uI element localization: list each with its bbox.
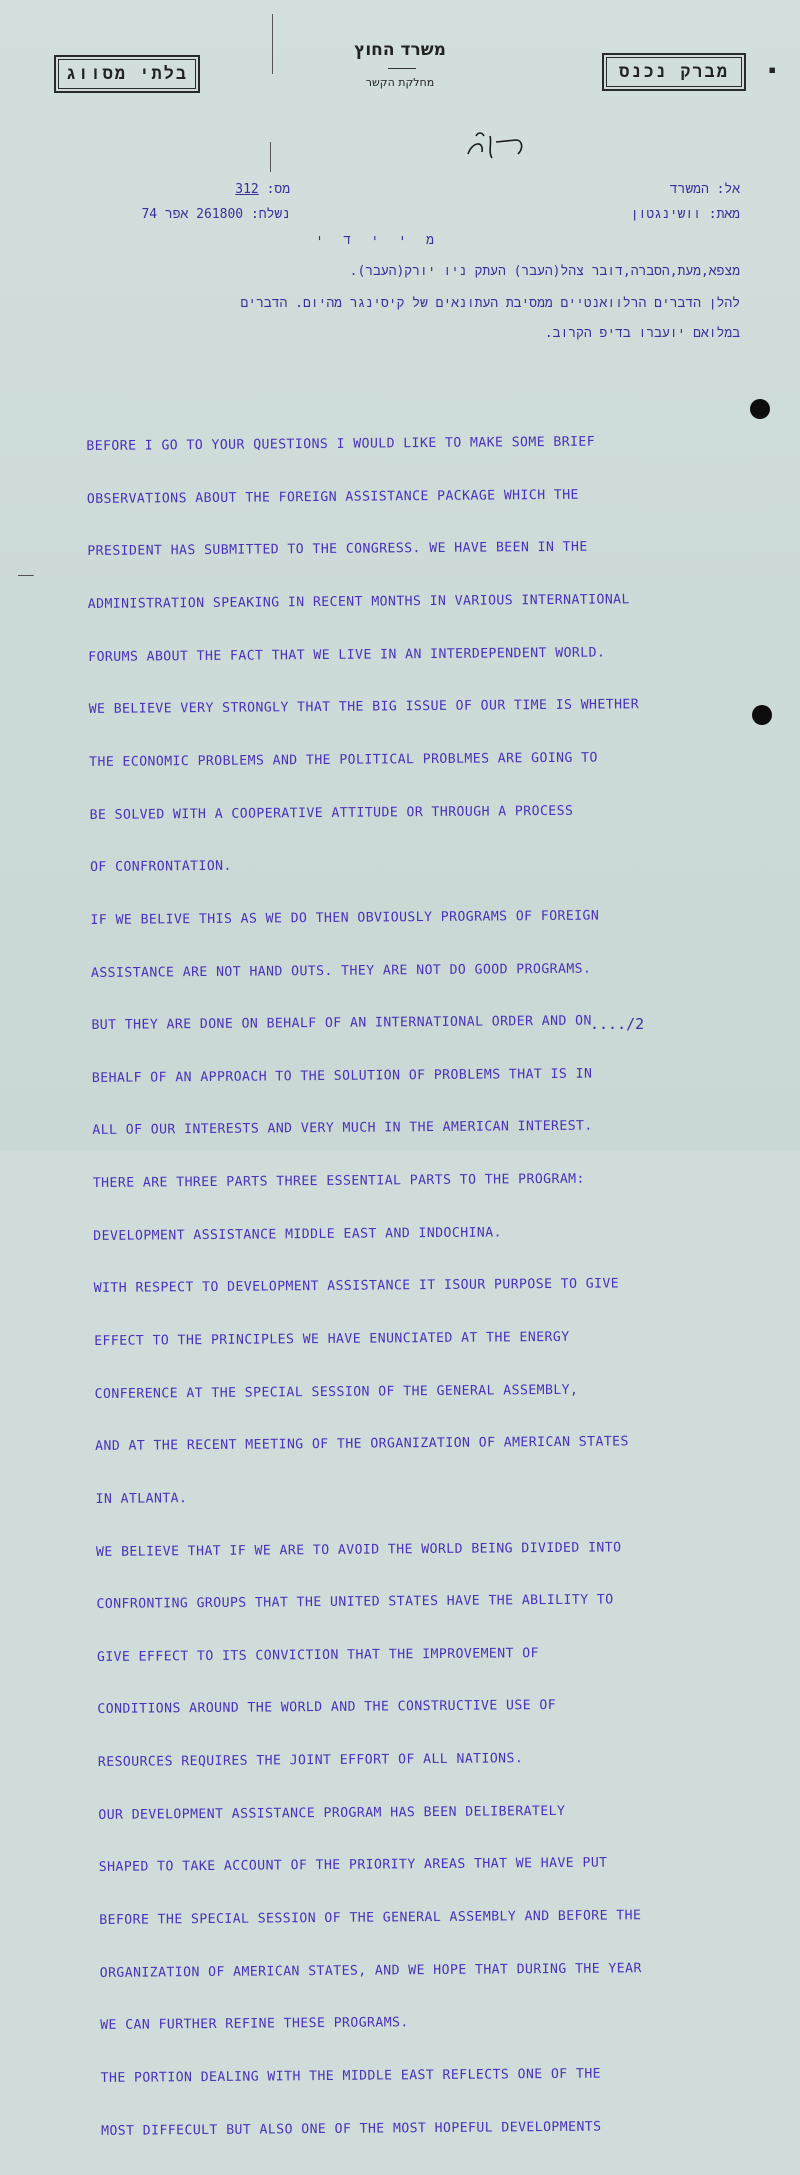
classification-box: בלתי מסווג bbox=[54, 55, 200, 93]
sender-line: מאת: וושינגטון bbox=[630, 207, 740, 222]
body-line: MOST DIFFECULT BUT ALSO ONE OF THE MOST HOPEFUL DEVELOPMENTS bbox=[101, 2119, 602, 2139]
body-line: WITH RESPECT TO DEVELOPMENT ASSISTANCE IT ISOUR PURPOSE TO GIVE bbox=[93, 1276, 620, 1297]
message-number bbox=[180, 182, 290, 197]
body-line: OUR DEVELOPMENT ASSISTANCE PROGRAM HAS BEEN DELIBERATELY bbox=[98, 1803, 566, 1823]
body-line: IN ATLANTA. bbox=[95, 1491, 188, 1507]
body-line: THE PORTION DEALING WITH THE MIDDLE EAST REFLECTS ONE OF THE bbox=[100, 2066, 602, 2086]
body-line: IF WE BELIVE THIS AS WE DO THEN OBVIOUSLY PROGRAMS OF FOREIGN bbox=[90, 908, 600, 928]
body-line: EFFECT TO THE PRINCIPLES WE HAVE ENUNCIATED AT THE ENERGY bbox=[94, 1329, 570, 1349]
fold-line-top bbox=[272, 14, 273, 74]
body-line: OF CONFRONTATION. bbox=[89, 858, 232, 876]
intro-line: להלן הדברים הרלוואנטיים ממסיבת העתונאים של קיסינגר מהיום. הדברים bbox=[240, 296, 740, 311]
body-line: CONDITIONS AROUND THE WORLD AND THE CONSTRUCTIVE USE OF bbox=[97, 1698, 557, 1718]
body-line: ORGANIZATION OF AMERICAN STATES, AND WE HOPE THAT DURING THE YEAR bbox=[99, 1960, 642, 1981]
body-line: WE BELIEVE VERY STRONGLY THAT THE BIG ISSUE OF OUR TIME IS WHETHER bbox=[88, 697, 640, 718]
body-line: ALL OF OUR INTERESTS AND VERY MUCH IN THE AMERICAN INTEREST. bbox=[92, 1119, 593, 1139]
body-line: BEHALF OF AN APPROACH TO THE SOLUTION OF PROBLEMS THAT IS IN bbox=[91, 1066, 593, 1086]
body-line: SHAPED TO TAKE ACCOUNT OF THE PRIORITY AREAS THAT WE HAVE PUT bbox=[98, 1855, 608, 1876]
ministry-title: משרד החוץ bbox=[354, 40, 446, 60]
fold-line-mid bbox=[270, 142, 271, 172]
body-line: BE SOLVED WITH A COOPERATIVE ATTITUDE OR THROUGH A PROCESS bbox=[89, 803, 574, 823]
telegram-body bbox=[86, 397, 781, 2175]
message-number-label: מס: bbox=[266, 182, 290, 197]
body-line: THE ECONOMIC PROBLEMS AND THE POLITICAL PROBLMES ARE GOING TO bbox=[89, 750, 598, 770]
page-continuation: ..../2 bbox=[590, 1015, 645, 1033]
body-line: GIVE EFFECT TO ITS CONVICTION THAT THE IMPROVEMENT OF bbox=[96, 1645, 539, 1665]
body-line: WE BELIEVE THAT IF WE ARE TO AVOID THE WORLD BEING DIVIDED INTO bbox=[95, 1539, 622, 1560]
body-line: ASSISTANCE ARE NOT HAND OUTS. THEY ARE NOT DO GOOD PROGRAMS. bbox=[90, 961, 592, 981]
sent-timestamp: נשלח: 261800 אפר 74 bbox=[141, 207, 290, 222]
body-line: THERE ARE THREE PARTS THREE ESSENTIAL PARTS TO THE PROGRAM: bbox=[92, 1171, 585, 1192]
handwritten-initials bbox=[462, 128, 532, 164]
margin-dot-mark: ▪ bbox=[768, 62, 777, 78]
message-type-box: מברק נכנס bbox=[602, 53, 746, 91]
body-line: OBSERVATIONS ABOUT THE FOREIGN ASSISTANCE PACKAGE WHICH THE bbox=[86, 487, 579, 507]
body-line: FORUMS ABOUT THE FACT THAT WE LIVE IN AN INTERDEPENDENT WORLD. bbox=[88, 645, 606, 665]
body-line: RESOURCES REQUIRES THE JOINT EFFORT OF ALL NATIONS. bbox=[97, 1751, 524, 1771]
body-line: BUT THEY ARE DONE ON BEHALF OF AN INTERNATIONAL ORDER AND ON bbox=[91, 1013, 592, 1034]
priority-marking: מ י י ד י bbox=[315, 233, 440, 248]
header-divider bbox=[388, 68, 416, 69]
body-line: CONFERENCE AT THE SPECIAL SESSION OF THE GENERAL ASSEMBLY, bbox=[94, 1382, 579, 1402]
body-line: CONFRONTING GROUPS THAT THE UNITED STATES HAVE THE ABLILITY TO bbox=[96, 1592, 614, 1613]
body-line: AND AT THE RECENT MEETING OF THE ORGANIZATION OF AMERICAN STATES bbox=[95, 1434, 629, 1455]
message-number-value: 312 bbox=[235, 182, 259, 197]
body-line: DEVELOPMENT ASSISTANCE MIDDLE EAST AND INDOCHINA. bbox=[93, 1225, 502, 1244]
intro-line: במלואם יועברו בדיפ הקרוב. bbox=[544, 326, 740, 341]
body-line: PRESIDENT HAS SUBMITTED TO THE CONGRESS. WE HAVE BEEN IN THE bbox=[87, 540, 588, 560]
department-subtitle: מחלקת הקשר bbox=[365, 76, 435, 89]
margin-arrow-mark: —⁠— bbox=[18, 568, 34, 583]
body-line: BEFORE I GO TO YOUR QUESTIONS I WOULD LIKE TO MAKE SOME BRIEF bbox=[86, 434, 596, 455]
body-line: BEFORE THE SPECIAL SESSION OF THE GENERAL ASSEMBLY AND BEFORE THE bbox=[99, 1908, 642, 1928]
distribution-line: מצפא,מעת,הסברה,דובר צהל(העבר) העתק ניו יורק(העבר). bbox=[349, 264, 740, 279]
recipient-line: אל: המשרד bbox=[669, 182, 740, 197]
body-line: ADMINISTRATION SPEAKING IN RECENT MONTHS IN VARIOUS INTERNATIONAL bbox=[87, 592, 630, 613]
body-line: WE CAN FURTHER REFINE THESE PROGRAMS. bbox=[100, 2015, 409, 2034]
